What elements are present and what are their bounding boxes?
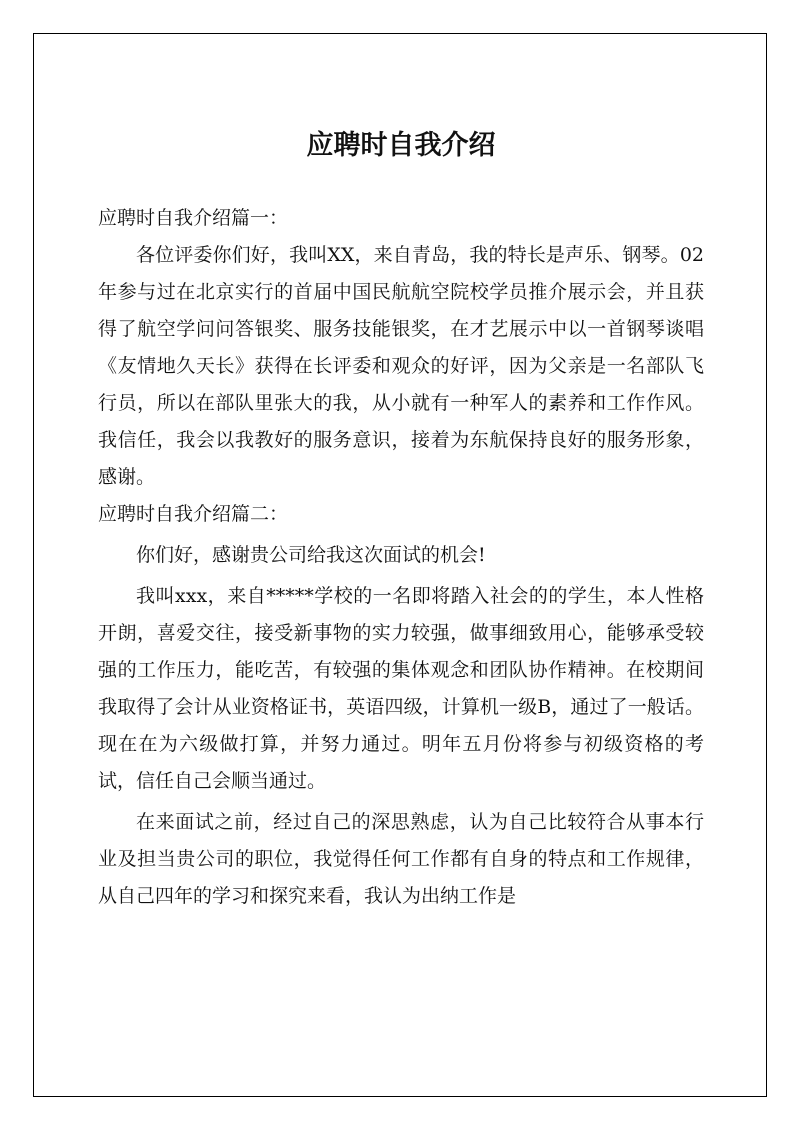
document-content (98, 122, 704, 915)
section-2-paragraph-1: 你们好，感谢贵公司给我这次面试的机会! (136, 544, 486, 566)
section-heading-1: 应聘时自我介绍篇一： (98, 207, 289, 229)
section-2-paragraph-3: 在来面试之前，经过自己的深思熟虑，认为自己比较符合从事本行业及担当贵公司的职位，我觉得任何工作都有自身的特点和工作规律，从自己四年的学习和探究来看，我认为出纳工作是 (98, 811, 704, 907)
section-1-paragraph-1: 各位评委你们好，我叫XX，来自青岛，我的特长是声乐、钢琴。02年参与过在北京实行的首届中国民航航空院校学员推介展示会，并且获得了航空学问问答银奖、服务技能银奖，在才艺展示中以一首钢琴谈唱《友情地久天长》获得在长评委和观众的好评，因为父亲是一名部队飞行员，所以在部队里张大的我，从小就有一种军人的素养和工作作风。我信任，我会以我教好的服务意识，接着为东航保持良好的服务形象，感谢。 (98, 244, 704, 488)
document-title: 应聘时自我介绍 (306, 130, 496, 161)
section-heading-2: 应聘时自我介绍篇二： (98, 503, 289, 525)
section-2-paragraph-2: 我叫xxx，来自*****学校的一名即将踏入社会的的学生，本人性格开朗，喜爱交往，接受新事物的实力较强，做事细致用心，能够承受较强的工作压力，能吃苦，有较强的集体观念和团队协作精神。在校期间我取得了会计从业资格证书，英语四级，计算机一级B，通过了一般话。现在在为六级做打算，并努力通过。明年五月份将参与初级资格的考试，信任自己会顺当通过。 (98, 585, 704, 792)
